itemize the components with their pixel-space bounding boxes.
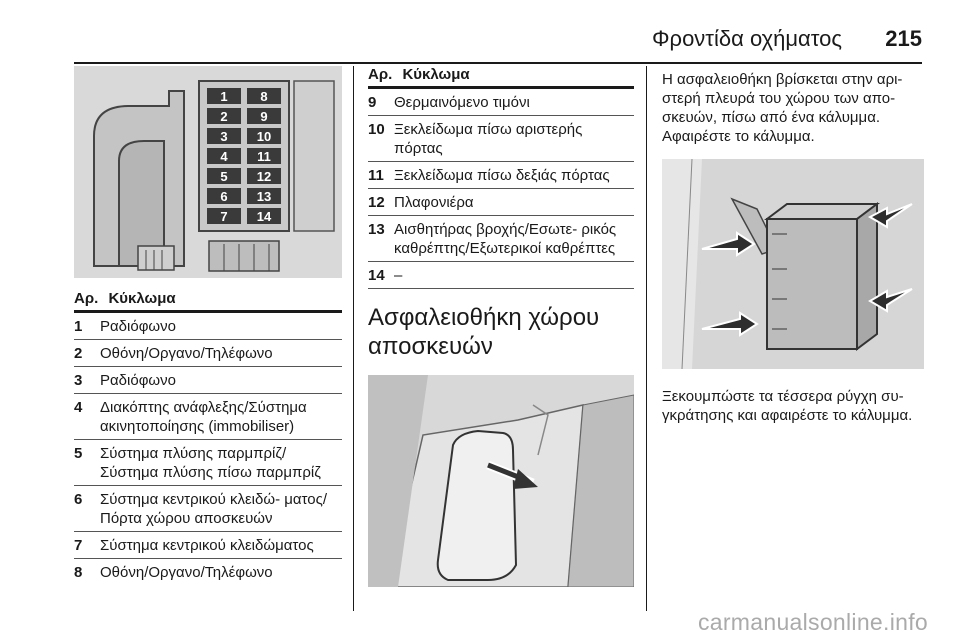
table-row xyxy=(368,89,634,116)
fuse-label: 1 xyxy=(220,89,228,104)
fuse-label: 12 xyxy=(256,169,272,184)
row-number: 7 xyxy=(74,537,83,554)
column-divider xyxy=(353,66,354,611)
fuse-label: 13 xyxy=(256,189,272,204)
row-circuit: Ξεκλείδωμα πίσω δεξιάς πόρτας xyxy=(394,167,610,184)
row-circuit: Σύστημα κεντρικού κλειδώ- ματος/Πόρτα χώρου αποσκευών xyxy=(100,491,327,527)
fuse-label: 4 xyxy=(220,149,228,164)
table-row xyxy=(368,189,634,216)
row-number: 6 xyxy=(74,491,83,508)
row-circuit: Διακόπτης ανάφλεξης/Σύστημα ακινητοποίησης (immobiliser) xyxy=(100,399,307,435)
table-header xyxy=(74,290,342,313)
row-circuit: Σύστημα πλύσης παρμπρίζ/ Σύστημα πλύσης πίσω παρμπρίζ xyxy=(100,445,321,481)
row-circuit: Οθόνη/Οργανο/Τηλέφωνο xyxy=(100,345,273,362)
table-row xyxy=(74,313,342,340)
watermark: carmanualsonline.info xyxy=(697,609,928,635)
table-row xyxy=(74,440,342,486)
row-number: 9 xyxy=(368,94,377,111)
column-left xyxy=(74,66,342,585)
paragraph-location: Η ασφαλειοθήκη βρίσκεται στην αρι- στερή πλευρά του χώρου των απο- σκευών, πίσω από ένα κάλυμμα. Αφαιρέστε το κάλυμμα. xyxy=(662,71,903,145)
table-row xyxy=(74,367,342,394)
fuse-label: 8 xyxy=(260,89,268,104)
row-number: 11 xyxy=(368,167,384,184)
table-row xyxy=(74,394,342,440)
fuse-label: 10 xyxy=(256,129,272,144)
cover-clips-illustration xyxy=(662,159,924,369)
header-title: Φροντίδα οχήματος xyxy=(652,26,842,51)
column-divider xyxy=(646,66,647,611)
table-row xyxy=(74,559,342,585)
column-right xyxy=(662,66,924,425)
paragraph-instruction: Ξεκουμπώστε τα τέσσερα ρύγχη συ- γκράτησης και αφαιρέστε το κάλυμμα. xyxy=(662,388,913,424)
column-middle xyxy=(368,66,634,587)
row-circuit: – xyxy=(394,267,403,284)
row-circuit: Σύστημα κεντρικού κλειδώματος xyxy=(100,537,314,554)
row-number: 13 xyxy=(368,221,385,238)
row-circuit: Ξεκλείδωμα πίσω αριστερής πόρτας xyxy=(394,121,583,157)
table-row xyxy=(368,162,634,189)
fuse-box-illustration xyxy=(74,66,342,278)
row-number: 3 xyxy=(74,372,83,389)
row-number: 2 xyxy=(74,345,83,362)
row-circuit: Ραδιόφωνο xyxy=(100,372,176,389)
row-number: 8 xyxy=(74,564,83,581)
row-circuit: Ραδιόφωνο xyxy=(100,318,176,335)
row-number: 1 xyxy=(74,318,83,335)
fuse-label: 7 xyxy=(220,209,228,224)
table-row xyxy=(368,262,634,288)
col-header-circuit: Κύκλωμα xyxy=(402,66,470,83)
row-circuit: Αισθητήρας βροχής/Εσωτε- ρικός καθρέπτης/Εξωτερικοί καθρέπτες xyxy=(394,221,617,257)
table-row xyxy=(368,216,634,262)
trunk-figure xyxy=(368,375,634,587)
table-row xyxy=(74,532,342,559)
col-header-number: Αρ. xyxy=(368,66,393,83)
header-rule xyxy=(74,62,922,64)
trunk-illustration xyxy=(368,375,634,587)
table-row xyxy=(368,116,634,162)
section-title: Ασφαλειοθήκη χώρου αποσκευών xyxy=(368,304,600,360)
fuse-box-figure xyxy=(74,66,342,278)
row-circuit: Πλαφονιέρα xyxy=(394,194,474,211)
page-number: 215 xyxy=(885,26,922,51)
row-number: 10 xyxy=(368,121,385,138)
fuse-label: 9 xyxy=(260,109,268,124)
row-number: 12 xyxy=(368,194,385,211)
table-row xyxy=(74,486,342,532)
table-header xyxy=(368,66,634,89)
fuse-label: 5 xyxy=(220,169,228,184)
row-number: 4 xyxy=(74,399,83,416)
table-row xyxy=(74,340,342,367)
fuse-label: 2 xyxy=(220,109,228,124)
col-header-circuit: Κύκλωμα xyxy=(108,290,176,307)
row-number: 5 xyxy=(74,445,83,462)
fuse-label: 3 xyxy=(220,129,228,144)
col-header-number: Αρ. xyxy=(74,290,99,307)
row-circuit: Θερμαινόμενο τιμόνι xyxy=(394,94,530,111)
cover-clips-figure xyxy=(662,159,924,369)
fuse-label: 14 xyxy=(256,209,272,224)
fuse-table-1 xyxy=(74,290,342,585)
page-header xyxy=(74,26,922,56)
fuse-label: 11 xyxy=(257,149,271,164)
row-circuit: Οθόνη/Οργανο/Τηλέφωνο xyxy=(100,564,273,581)
row-number: 14 xyxy=(368,267,385,284)
fuse-label: 6 xyxy=(220,189,228,204)
